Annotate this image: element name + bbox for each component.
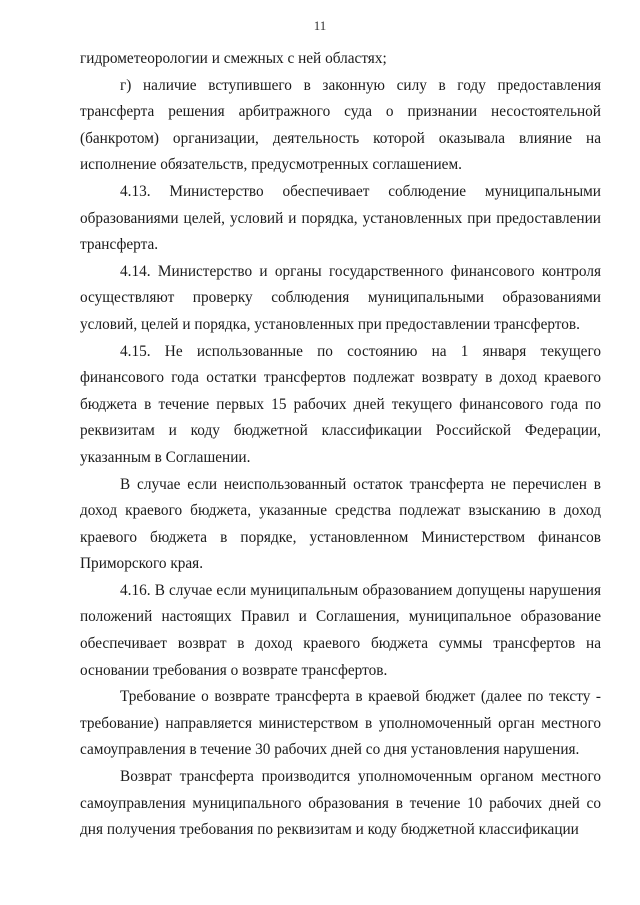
paragraph-return-requirement: Требование о возврате трансферта в краевой бюджет (далее по тексту - требование) направляется министерством в уполномоченный орган местного самоуправления в течение 30 рабочих дней со дня установления нарушения.: [80, 688, 601, 759]
paragraph-item-g: г) наличие вступившего в законную силу в году предоставления трансферта решения арбитражного суда о признании несостоятельной (банкротом) организации, деятельность которой оказывала влияние на исполнение обязательств, предусмотренных соглашением.: [80, 76, 601, 174]
paragraph-unused-balance: В случае если неиспользованный остаток трансферта не перечислен в доход краевого бюджета, указанные средства подлежат взысканию в доход краевого бюджета в порядке, установленном Министерством финансов Приморского края.: [80, 475, 601, 573]
paragraph-return-procedure: Возврат трансферта производится уполномоченным органом местного самоуправления муниципального образования в течение 10 рабочих дней со дня получения требования по реквизитам и коду бюджетной классификации: [80, 768, 601, 839]
paragraph-4-15: 4.15. Не использованные по состоянию на 1 января текущего финансового года остатки трансфертов подлежат возврату в доход краевого бюджета в течение первых 15 рабочих дней текущего финансового года по реквизитам и коду бюджетной классификации Российской Федерации, указанным в Соглашении.: [80, 342, 601, 466]
document-body: [80, 46, 601, 844]
paragraph-4-16: 4.16. В случае если муниципальным образованием допущены нарушения положений настоящих Правил и Соглашения, муниципальное образование обеспечивает возврат в доход краевого бюджета суммы трансфертов на основании требования о возврате трансфертов.: [80, 581, 601, 679]
paragraph-4-14: 4.14. Министерство и органы государственного финансового контроля осуществляют проверку соблюдения муниципальными образованиями условий, целей и порядка, установленных при предоставлении трансфертов.: [80, 262, 601, 333]
paragraph-4-13: 4.13. Министерство обеспечивает соблюдение муниципальными образованиями целей, условий и порядка, установленных при предоставлении трансферта.: [80, 182, 601, 254]
page-number: 11: [313, 18, 327, 33]
paragraph-continuation: гидрометеорологии и смежных с ней областях;: [80, 50, 387, 67]
